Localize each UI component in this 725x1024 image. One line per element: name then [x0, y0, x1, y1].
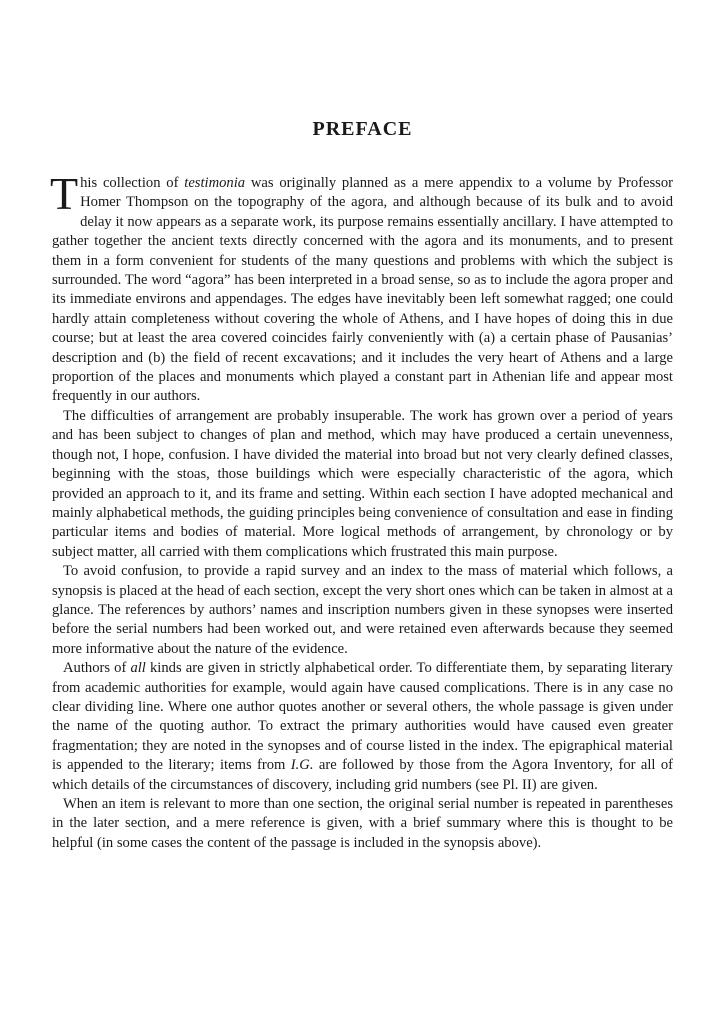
italic-term: all	[130, 660, 146, 677]
paragraph-4	[52, 659, 673, 795]
paragraph-text: kinds are given in strictly alphabetical order. To differentiate them, by separating literary from academic authorities for example, would again have caused complications. There is in any case no clear dividing line. Where one author quotes another or several others, the whole passage is given under the name of the quoting author. To extract the primary authorities would have caused even greater fragmentation; they are noted in the synopses and of course listed in the index. The epigraphical material is appended to the literary; items from	[52, 660, 673, 774]
paragraph-2	[52, 407, 673, 562]
paragraph-text: When an item is relevant to more than one section, the original serial number is repeated in parentheses in the later section, and a mere reference is given, with a brief summary where this is thought to be helpful (in some cases the content of the passage is included in the synopsis above).	[52, 796, 673, 851]
page-title: PREFACE	[312, 118, 413, 140]
paragraph-text: Authors of	[63, 660, 131, 677]
paragraph-text: The difficulties of arrangement are probably insuperable. The work has grown over a period of years and has been subject to changes of plan and method, which may have produced a certain unevenness, though not, I hope, confusion. I have divided the material into broad but not very clearly defined classes, beginning with the stoas, those buildings which were especially characteristic of the agora, which provided an approach to it, and its frame and setting. Within each section I have adopted mechanical and mainly alphabetical methods, the guiding principles being convenience of consultation and ease in finding particular items and bodies of material. More logical methods of arrangement, by chronology or by subject matter, all carried with them complications which frustrated this main purpose.	[52, 407, 673, 560]
paragraph-3	[52, 562, 673, 659]
paragraph-5	[52, 795, 673, 853]
paragraph-text: To avoid confusion, to provide a rapid survey and an index to the mass of material which follows, a synopsis is placed at the head of each section, except the very short ones which can be taken in almost at a glance. The references by authors’ names and inscription numbers given in these synopses were inserted before the serial numbers had been worked out, and were retained even afterwards because they seemed more informative about the nature of the evidence.	[52, 563, 673, 657]
drop-cap: T	[50, 168, 79, 219]
italic-term: testimonia	[184, 175, 246, 191]
paragraph-1	[50, 168, 673, 407]
italic-term: I.G.	[290, 757, 314, 774]
paragraph-text: was originally planned as a mere appendix to a volume by Professor Homer Thompson on the topography of the agora, and although because of its bulk and to avoid delay it now appears as a separate work, its purpose remains essentially ancillary. I have attempted to gather together the ancient texts directly concerned with the agora and its monuments, and to present them in a form convenient for students of the many questions and problems with which the subject is surrounded. The word “agora” has been interpreted in a broad sense, so as to include the agora proper and its immediate environs and appendages. The edges have inevitably been left somewhat ragged; one could hardly attain completeness without covering the whole of Athens, and I have hopes of doing this in due course; but at least the area covered coincides fairly conveniently with (a) a certain phase of Pausanias’ description and (b) the field of recent excavations; and it includes the very heart of Athens and a large proportion of the places and monuments which played a constant part in Athenian life and appear most frequently in our authors.	[52, 175, 673, 405]
paragraph-text: his collection of	[80, 175, 185, 191]
paragraph-text: are followed by those from the Agora Inventory, for all of which details of the circumstances of discovery, including grid numbers (see Pl. II) are given.	[52, 757, 674, 793]
preface-body	[50, 168, 674, 853]
